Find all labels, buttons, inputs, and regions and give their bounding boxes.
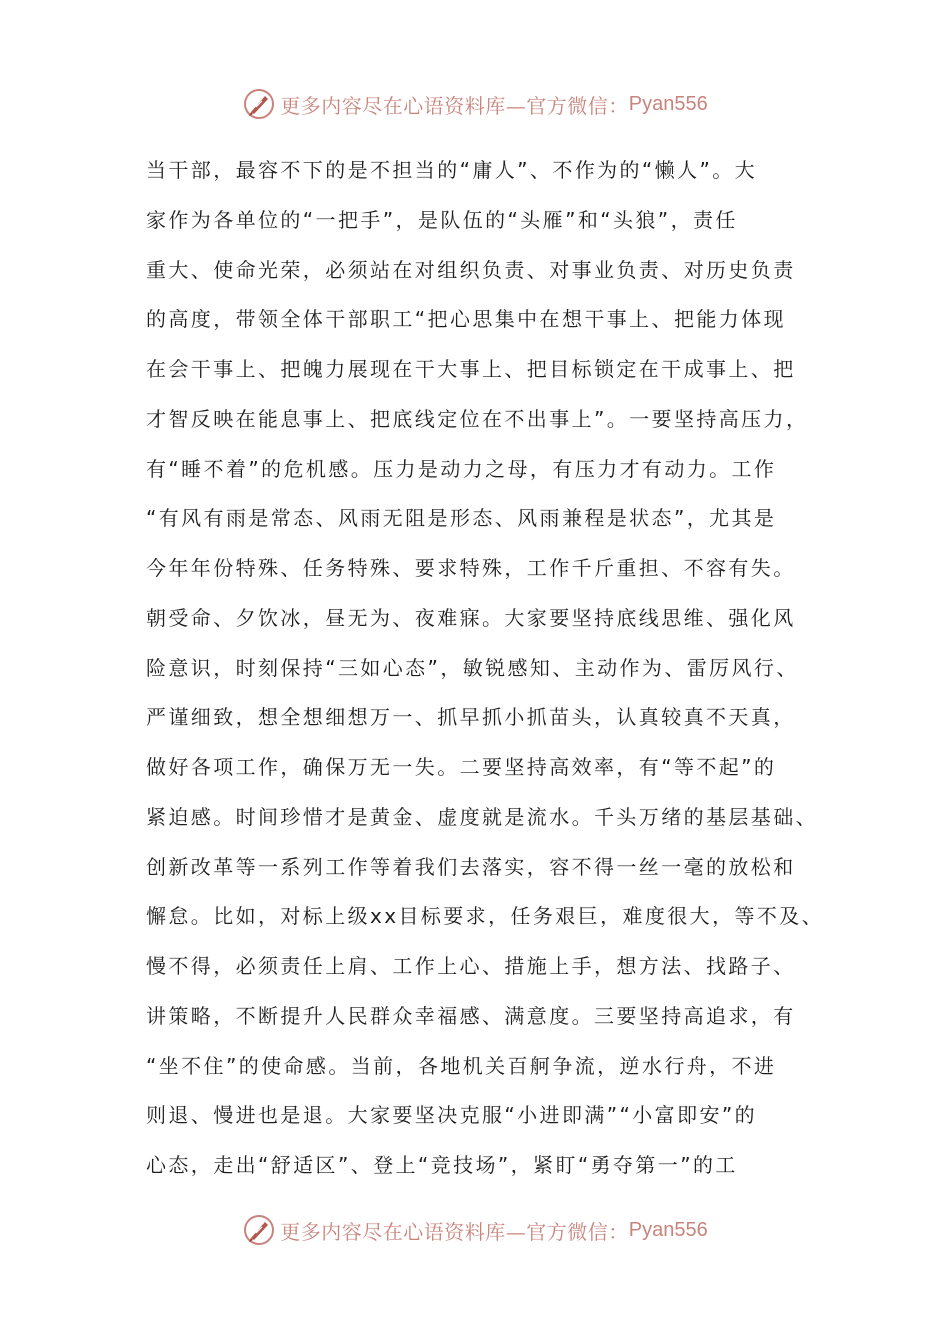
text-line: 今年年份特殊、任务特殊、要求特殊，工作千斤重担、不容有失。 — [146, 556, 796, 580]
text-line: 做好各项工作，确保万无一失。二要坚持高效率，有“等不起”的 — [146, 755, 777, 779]
quill-pen-icon — [242, 1213, 276, 1247]
quill-pen-icon — [242, 87, 276, 121]
text-line: 创新改革等一系列工作等着我们去落实，容不得一丝一毫的放松和 — [146, 854, 796, 879]
text-line: 则退、慢进也是退。大家要坚决克服“小进即满”“小富即安”的 — [146, 1103, 758, 1128]
text-line: 的高度，带领全体干部职工“把心思集中在想干事上、把能力体现 — [146, 307, 786, 332]
text-line: 才智反映在能息事上、把底线定位在不出事上”。一要坚持高压力， — [146, 406, 809, 431]
text-line: 有“睡不着”的危机感。压力是动力之母，有压力才有动力。工作 — [146, 456, 777, 481]
footer-watermark — [0, 1210, 950, 1250]
text-line: 在会干事上、把魄力展现在干大事上、把目标锁定在干成事上、把 — [146, 357, 796, 381]
text-line: 心态，走出“舒适区”、登上“竞技场”，紧盯“勇夺第一”的工 — [146, 1153, 738, 1177]
text-line: 讲策略，不断提升人民群众幸福感、满意度。三要坚持高追求，有 — [146, 1003, 796, 1028]
text-line: 家作为各单位的“一把手”，是队伍的“头雁”和“头狼”，责任 — [146, 207, 738, 232]
header-watermark — [0, 84, 950, 124]
watermark-handle: Pyan556 — [628, 92, 708, 115]
watermark-handle: Pyan556 — [628, 1218, 708, 1241]
text-line: “有风有雨是常态、风雨无阻是形态、风雨兼程是状态”，尤其是 — [146, 506, 777, 531]
text-line: 懈怠。比如，对标上级xx目标要求，任务艰巨，难度很大，等不及、 — [146, 904, 825, 929]
text-line: 严谨细致，想全想细想万一、抓早抓小抓苗头，认真较真不天真， — [146, 705, 796, 730]
text-line: 紧迫感。时间珍惜才是黄金、虚度就是流水。千头万绪的基层基础、 — [146, 804, 818, 829]
text-line: 当干部，最容不下的是不担当的“庸人”、不作为的“懒人”。大 — [146, 158, 758, 182]
text-line: “坐不住”的使命感。当前，各地机关百舸争流，逆水行舟，不进 — [146, 1053, 777, 1078]
text-line: 险意识，时刻保持“三如心态”，敏锐感知、主动作为、雷厉风行、 — [146, 655, 799, 680]
text-line: 朝受命、夕饮冰，昼无为、夜难寐。大家要坚持底线思维、强化风 — [146, 605, 796, 630]
document-body — [146, 146, 826, 1191]
watermark-text: 更多内容尽在心语资料库—官方微信： — [280, 93, 629, 118]
watermark-text: 更多内容尽在心语资料库—官方微信： — [280, 1219, 629, 1244]
text-line: 重大、使命光荣，必须站在对组织负责、对事业负责、对历史负责 — [146, 257, 796, 282]
text-line: 慢不得，必须责任上肩、工作上心、措施上手，想方法、找路子、 — [146, 954, 796, 978]
